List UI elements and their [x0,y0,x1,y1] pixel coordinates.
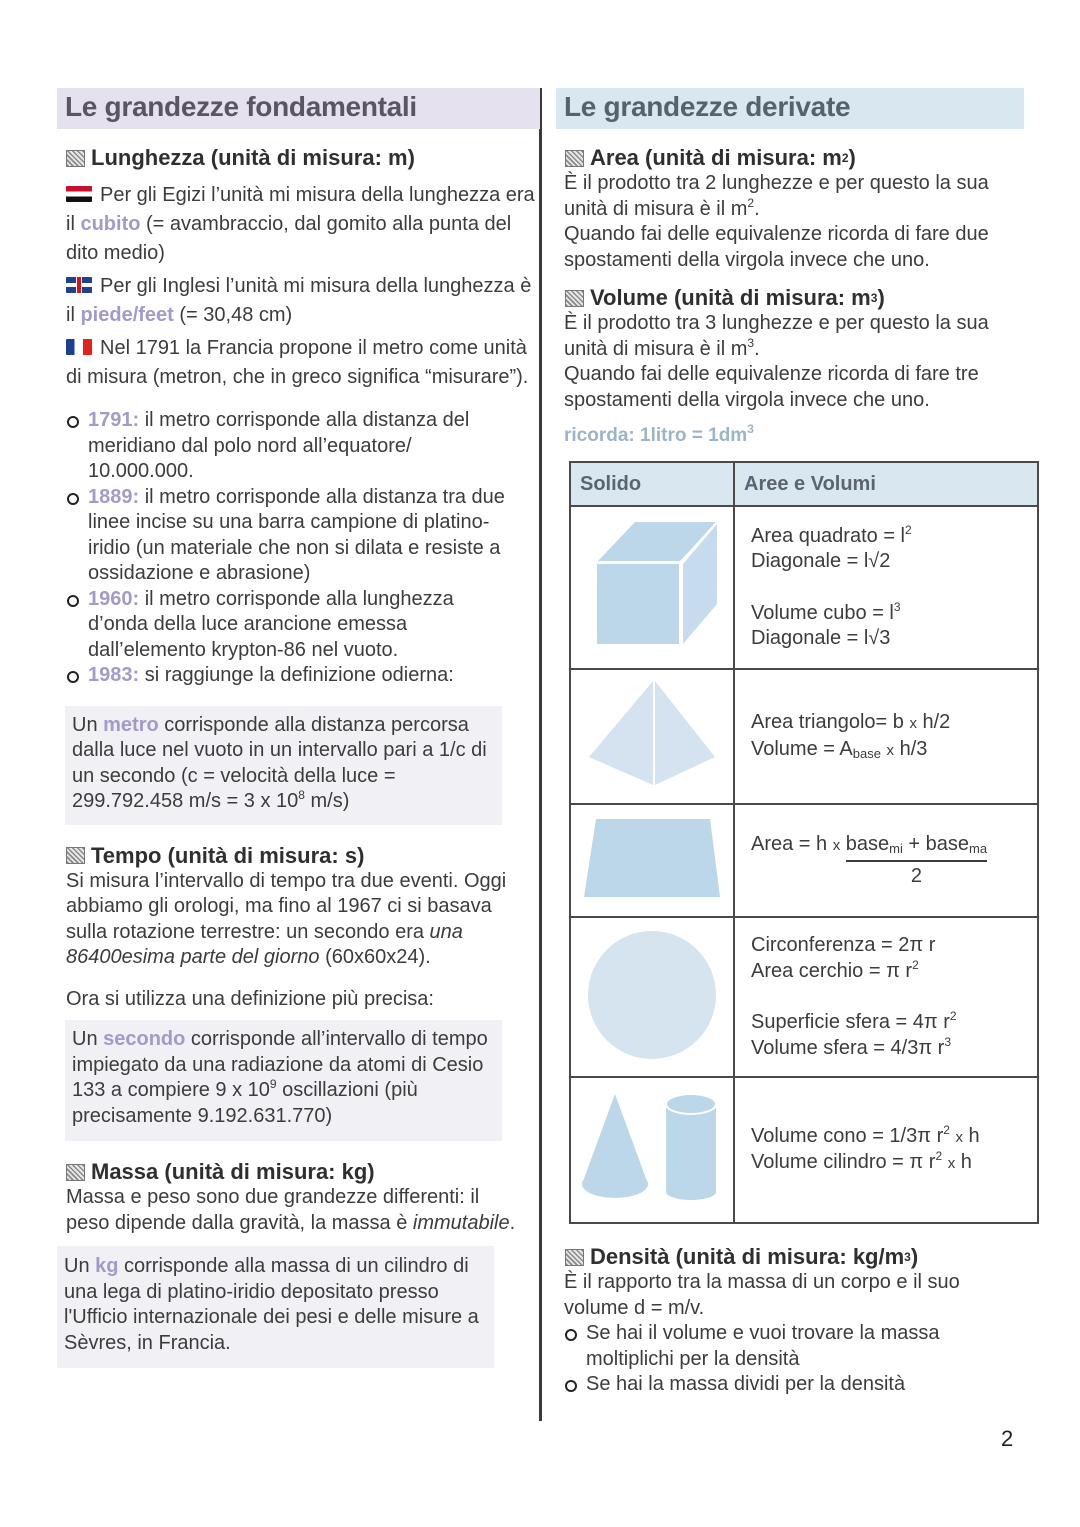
trapezoid-icon [582,817,722,899]
hatch-bullet-icon [565,1249,584,1266]
table-row [570,804,1038,917]
cone-cylinder-icon [582,1092,722,1204]
paragraph-densita: È il rapporto tra la massa di un corpo e il suo volume d = m/v. [564,1271,960,1319]
section-title-derivate: Le grandezze derivate [556,88,1024,129]
paragraph-tempo-2: Ora si utilizza una definizione più precisa: [66,987,434,1010]
heading-area: Area (unità di misura: m 2 ) [565,145,1024,171]
column-header-solido: Solido [570,462,734,506]
hatch-bullet-icon [66,847,85,864]
heading-massa: Massa (unità di misura: kg) [66,1159,540,1185]
paragraph-volume: È il prodotto tra 3 lunghezze e per questo la sua unità di misura è il $m^3$. Quando fai delle equivalenze ricorda di fare tre spostamenti della virgola invece che uno. [564,312,989,411]
list-item: Se hai il volume e vuoi trovare la massa moltiplichi per la densità [564,1321,984,1372]
cube-icon [587,520,717,650]
term-piede: piede/feet [80,304,174,326]
timeline-item: 1960: il metro corrisponde alla lunghezza d’onda della luce arancione emessa dall’elemento krypton-86 nel vuoto. [66,587,516,664]
cone-cylinder-formulas: Volume cono = 1/3π $r^2$ x h Volume cilindro = π $r^2$ x h [734,1077,1038,1223]
table-header-row [570,462,1038,506]
cube-shape [570,506,734,669]
fraction: $\frac{base_{mi} + base_{ma}}{2}$ [845,832,988,887]
page-number: 2 [1001,1426,1014,1451]
table-row [570,917,1038,1077]
right-column [556,88,1024,1398]
table-row [570,1077,1038,1223]
paragraph-uk: Per gli Inglesi l’unità mi misura della lunghezza è il piede/feet (= 30,48 cm) [66,275,532,326]
term-cubito: cubito [80,213,141,235]
circle-formulas: Circonferenza = 2π r Area cerchio = π $r^2$ Superficie sfera = 4π $r^2$ Volume sfera = 4/3π $r^3$ [734,917,1038,1077]
definition-box-kg: Un kg corrisponde alla massa di un cilindro di una lega di platino-iridio depositato presso l'Ufficio internazionale dei pesi e delle misure a Sèvres, in Francia. [57,1246,494,1368]
table-row [570,669,1038,804]
solids-table [569,461,1039,1224]
hatch-bullet-icon [565,290,584,307]
hatch-bullet-icon [565,150,584,167]
pyramid-shape [570,669,734,804]
cone-cylinder-shape [570,1077,734,1223]
list-item: Se hai la massa dividi per la densità [564,1372,984,1398]
heading-densita: Densità (unità di misura: kg/m 3 ) [565,1244,1024,1270]
heading-lunghezza: Lunghezza (unità di misura: m) [66,145,540,171]
paragraph-massa: Massa e peso sono due grandezze differenti: il peso dipende dalla gravità, la massa è immutabile. [66,1186,516,1234]
trapezoid-formula: Area = h x $\frac{base_{mi} + base_{ma}}{2}$ [734,804,1038,917]
definition-box-secondo: Un secondo corrisponde all’intervallo di tempo impiegato da una radiazione da atomi di Cesio 133 a compiere 9 x $10^9$ oscillazioni (più precisamente 9.192.631.770) [65,1020,502,1141]
paragraph-egypt: Per gli Egizi l’unità mi misura della lunghezza era il cubito (= avambraccio, dal gomito alla punta del dito medio) [66,184,535,264]
timeline-item: 1791: il metro corrisponde alla distanza del meridiano dal polo nord all’equatore/ 10.000.000. [66,408,516,485]
trapezoid-shape [570,804,734,917]
timeline-list [66,408,516,689]
timeline-item: 1889: il metro corrisponde alla distanza tra due linee incise su una barra campione di platino-iridio (un materiale che non si dilata e resiste a ossidazione e abrasione) [66,485,516,587]
paragraph-tempo: Si misura l’intervallo di tempo tra due eventi. Oggi abbiamo gli orologi, ma fino al 1967 ci si basava sulla rotazione terrestre: un secondo era una 86400esima parte del giorno (60x60x24). [66,869,507,968]
heading-tempo: Tempo (unità di misura: s) [66,843,540,869]
column-header-formule: Aree e Volumi [734,462,1038,506]
paragraph-area: È il prodotto tra 2 lunghezze e per questo la sua unità di misura è il $m^2$. Quando fai delle equivalenze ricorda di fare due spostamenti della virgola invece che uno. [564,172,989,271]
pyramid-formulas: Area triangolo= b x h/2 Volume = $A_{base}$ x h/3 [734,669,1038,804]
hatch-bullet-icon [66,1164,85,1181]
densita-list [564,1321,984,1398]
sphere-icon [586,929,718,1061]
table-row [570,506,1038,669]
timeline-item: 1983: si raggiunge la definizione odierna: [66,663,516,689]
left-column [57,88,540,1368]
cube-formulas: Area quadrato = $l^2$ Diagonale = l√2 Volume cubo = $l^3$ Diagonale = l√3 [734,506,1038,669]
uk-flag-icon [66,277,92,293]
egypt-flag-icon [66,186,92,202]
reminder-liter: ricorda: 1litro = $1dm^3$ [564,422,754,446]
circle-shape [570,917,734,1077]
paragraph-france: Nel 1791 la Francia propone il metro come unità di misura (metron, che in greco significa “misurare”). [66,337,529,388]
section-title-fondamentali: Le grandezze fondamentali [57,88,540,129]
pyramid-icon [587,679,717,789]
heading-volume: Volume (unità di misura: m 3 ) [565,285,1024,311]
france-flag-icon [66,339,92,355]
hatch-bullet-icon [66,150,85,167]
definition-box-metro: Un metro corrisponde alla distanza percorsa dalla luce nel vuoto in un intervallo pari a 1/c di un secondo (c = velocità della luce = 299.792.458 m/s = 3 x $10^8$ m/s) [65,706,502,825]
